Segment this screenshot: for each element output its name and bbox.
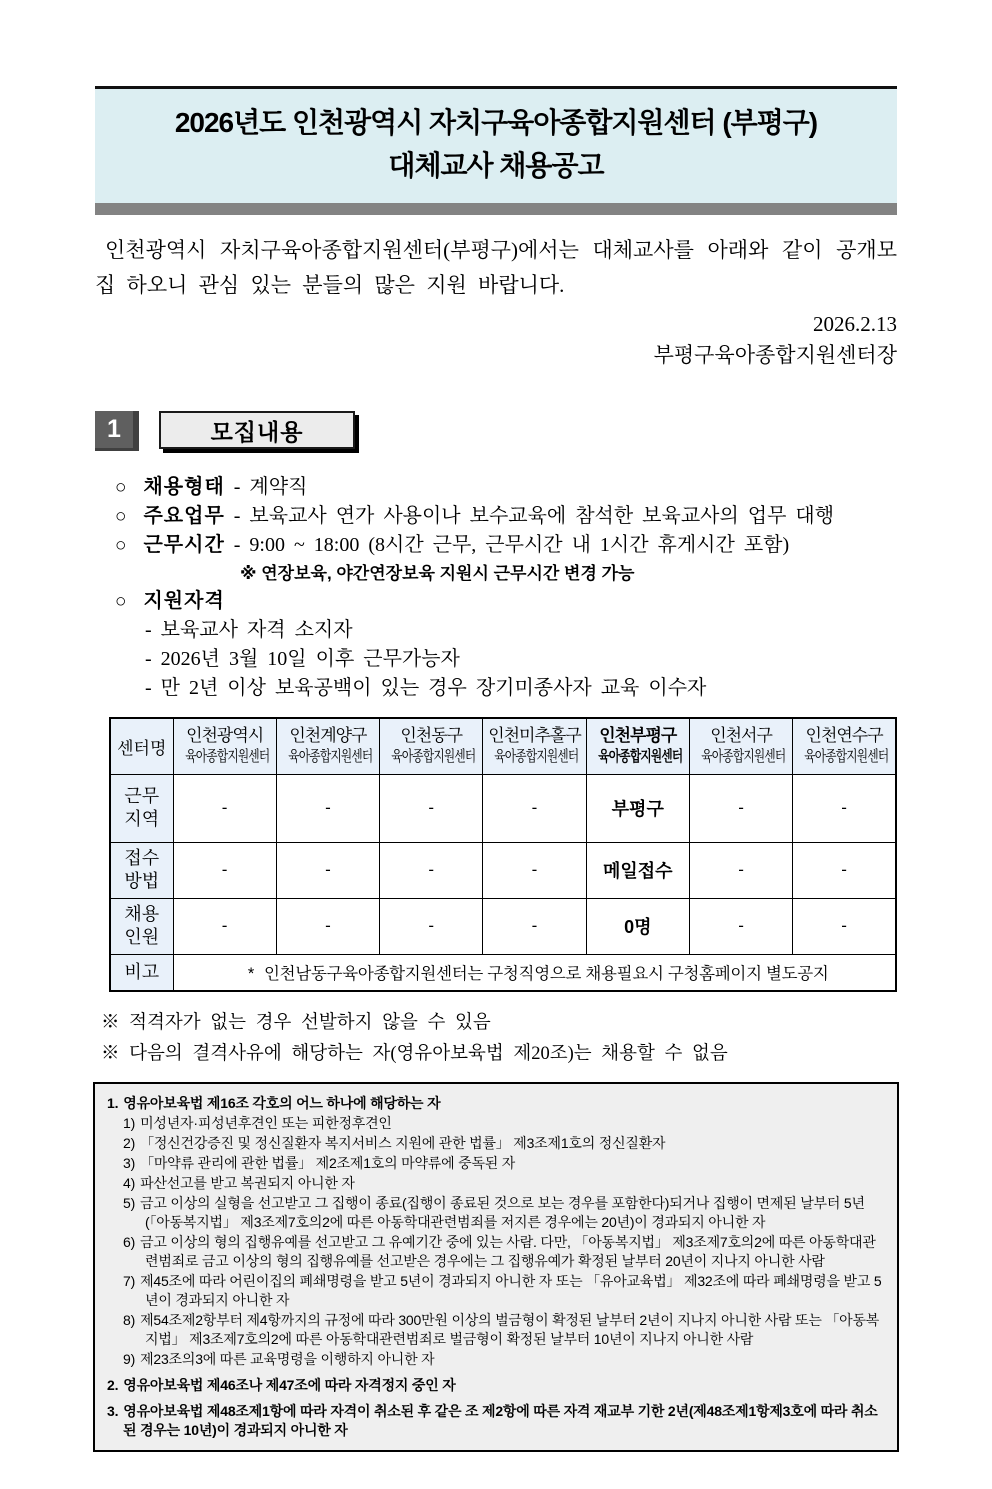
note-line-no-selection: ※ 적격자가 없는 경우 선발하지 않을 수 있음 [101, 1013, 491, 1033]
bullet-label: 채용형태 [143, 476, 225, 498]
work-hours-note: ※ 연장보육, 야간연장보육 지원시 근무시간 변경 가능 [240, 564, 635, 583]
row-header [110, 774, 173, 842]
notes-block [95, 1008, 897, 1070]
table-cell: - [380, 774, 483, 842]
circle-bullet-icon: ○ [115, 477, 127, 498]
circle-bullet-icon: ○ [115, 591, 127, 612]
table-cell: - [689, 774, 792, 842]
circle-bullet-icon: ○ [115, 506, 127, 527]
dq-item-sub [105, 1174, 885, 1193]
dq-item-text: 금고 이상의 형의 집행유예를 선고받고 그 유예기간 중에 있는 사람. 다만, 「아동복지법」 제3조제7호의2에 따른 아동학대관련범죄로 금고 이상의 형의 집행유예를 선고받은 경우에는 그 집행유예가 확정된 날부터 20년이 지나지 아니한 사람 [140, 1234, 876, 1269]
dq-item-text: 「정신건강증진 및 정신질환자 복지서비스 지원에 관한 법률」 제3조제1호의 정신질환자 [140, 1135, 666, 1151]
section-title-box: 모집내용 [159, 411, 355, 449]
dq-item-sub [105, 1233, 885, 1271]
table-cell: - [276, 774, 379, 842]
table-cell: - [689, 842, 792, 898]
bullet-label: 근무시간 [143, 534, 225, 556]
dq-item-main [105, 1094, 885, 1113]
circle-bullet-icon: ○ [115, 535, 127, 556]
center-name: 인천동구 [400, 726, 463, 746]
table-col-header [380, 718, 483, 774]
table-header-row [110, 718, 896, 774]
table-cell: - [173, 842, 276, 898]
center-suffix: 육아종합지원센터 [288, 748, 373, 766]
bullet-value: - 보육교사 연가 사용이나 보수교육에 참석한 보육교사의 업무 대행 [233, 505, 835, 527]
center-suffix: 육아종합지원센터 [494, 748, 579, 766]
centers-table [109, 717, 897, 992]
section-heading [95, 411, 897, 455]
dq-item-text: 영유아보육법 제16조 각호의 어느 하나에 해당하는 자 [123, 1095, 441, 1111]
table-col-header [173, 718, 276, 774]
table-corner-header: 센터명 [110, 718, 173, 774]
dq-item-sub [105, 1194, 885, 1232]
table-cell: - [173, 898, 276, 954]
dq-item-number: 3) [123, 1155, 136, 1171]
table-cell-bupyeong-apply: 메일접수 [586, 842, 689, 898]
section-number-badge: 1 [95, 411, 139, 451]
center-suffix: 육아종합지원센터 [804, 748, 889, 766]
qualification-sub-list [95, 616, 897, 703]
dq-item-text: 제45조에 따라 어린이집의 폐쇄명령을 받고 5년이 경과되지 아니한 자 또는 「유아교육법」 제32조에 따라 폐쇄명령을 받고 5년이 경과되지 아니한 자 [140, 1273, 882, 1308]
dq-item-text: 영유아보육법 제46조나 제47조에 따라 자격정지 중인 자 [123, 1377, 456, 1393]
table-row-work-area [110, 774, 896, 842]
intro-paragraph: 인천광역시 자치구육아종합지원센터(부평구)에서는 대체교사를 아래와 같이 공개모집 하오니 관심 있는 분들의 많은 지원 바랍니다. [95, 238, 897, 297]
row-header-line: 인원 [124, 927, 160, 947]
center-suffix: 육아종합지원센터 [701, 748, 786, 766]
disqualification-box [93, 1082, 899, 1452]
asterisk-marker: * [247, 965, 255, 984]
dq-item-number: 3. [107, 1403, 119, 1419]
qualification-sub-item: - 2026년 3월 10일 이후 근무가능자 [145, 648, 460, 670]
bullet-item-employment-type [95, 473, 897, 502]
center-name: 인천부평구 [599, 726, 677, 746]
row-header-line: 근무 [124, 786, 160, 806]
dq-item-sub [105, 1114, 885, 1133]
dq-item-number: 8) [123, 1312, 136, 1328]
center-suffix: 육아종합지원센터 [184, 748, 269, 766]
center-suffix: 육아종합지원센터 [391, 748, 476, 766]
table-row-apply-method [110, 842, 896, 898]
bullet-item-work-hours [95, 531, 897, 560]
table-cell: - [380, 842, 483, 898]
title-line-2: 대체교사 채용공고 [388, 150, 604, 181]
row-header [110, 842, 173, 898]
remark-text: 인천남동구육아종합지원센터는 구청직영으로 채용필요시 구청홈페이지 별도공지 [264, 965, 829, 984]
dq-item-number: 2) [123, 1135, 136, 1151]
table-cell: - [276, 898, 379, 954]
row-header-line: 방법 [124, 871, 160, 891]
table-col-header [689, 718, 792, 774]
recruitment-details [95, 473, 897, 703]
table-cell: - [793, 898, 896, 954]
dq-item-text: 미성년자·피성년후견인 또는 피한정후견인 [140, 1115, 392, 1131]
dq-item-number: 9) [123, 1351, 136, 1367]
table-cell: - [483, 898, 586, 954]
document-content [95, 86, 897, 1452]
document-page [0, 86, 992, 1489]
title-line-1: 2026년도 인천광역시 자치구육아종합지원센터 (부평구) [174, 107, 818, 138]
center-name: 인천서구 [710, 726, 772, 746]
doc-date: 2026.2.13 [813, 312, 897, 336]
dq-item-sub [105, 1134, 885, 1153]
table-col-header [276, 718, 379, 774]
title-banner-inner [95, 89, 897, 203]
table-cell: - [380, 898, 483, 954]
table-cell: - [793, 842, 896, 898]
dq-item-number: 2. [107, 1377, 119, 1393]
doc-signature: 부평구육아종합지원센터장 [653, 343, 897, 367]
center-name: 인천연수구 [805, 726, 883, 746]
dq-item-number: 1) [123, 1115, 136, 1131]
table-cell-bupyeong-area: 부평구 [586, 774, 689, 842]
dq-item-text: 금고 이상의 실형을 선고받고 그 집행이 종료(집행이 종료된 것으로 보는 경우를 포함한다)되거나 집행이 면제된 날부터 5년(「아동복지법」 제3조제7호의2에 따른 아동학대관련범죄를 저지른 경우에는 20년)이 경과되지 아니한 자 [140, 1195, 865, 1230]
center-name: 인천광역시 [186, 726, 264, 746]
dq-item-text: 제54조제2항부터 제4항까지의 규정에 따라 300만원 이상의 벌금형이 확정된 날부터 2년이 지나지 아니한 사람 또는 「아동복지법」 제3조제7호의2에 따른 아동학대관련범죄로 벌금형이 확정된 날부터 10년이 지나지 아니한 사람 [140, 1312, 880, 1347]
table-cell-bupyeong-count: 0명 [586, 898, 689, 954]
table-col-header [793, 718, 896, 774]
center-suffix: 육아종합지원센터 [597, 748, 683, 766]
dq-item-text: 「마약류 관리에 관한 법률」 제2조제1호의 마약류에 중독된 자 [140, 1155, 516, 1171]
dq-item-main [105, 1376, 885, 1395]
dq-item-text: 영유아보육법 제48조제1항에 따라 자격이 취소된 후 같은 조 제2항에 따른 자격 재교부 기한 2년(제48조제1항제3호에 따라 취소된 경우는 10년)이 경과되지 아니한 자 [123, 1403, 878, 1438]
table-col-header [483, 718, 586, 774]
title-banner [95, 86, 897, 215]
dq-item-text: 파산선고를 받고 복권되지 아니한 자 [140, 1175, 355, 1191]
table-cell: - [483, 774, 586, 842]
remark-row-header: 비고 [110, 954, 173, 991]
dq-item-sub [105, 1311, 885, 1349]
dq-item-number: 7) [123, 1273, 136, 1289]
dq-item-sub [105, 1272, 885, 1310]
row-header-line: 접수 [124, 848, 160, 868]
dq-item-number: 6) [123, 1234, 136, 1250]
dq-item-sub [105, 1350, 885, 1369]
table-cell: - [276, 842, 379, 898]
table-row-remark [110, 954, 896, 991]
note-line-disqualification: ※ 다음의 결격사유에 해당하는 자(영유아보육법 제20조)는 채용할 수 없음 [101, 1044, 728, 1064]
table-row-hire-count [110, 898, 896, 954]
remark-cell [173, 954, 896, 991]
bullet-label: 지원자격 [143, 590, 225, 612]
row-header-line: 지역 [124, 809, 160, 829]
row-header-line: 채용 [124, 904, 160, 924]
dq-item-number: 4) [123, 1175, 136, 1191]
bullet-item-qualifications [95, 587, 897, 616]
bullet-item-main-duty [95, 502, 897, 531]
center-name: 인천계양구 [289, 726, 367, 746]
table-cell: - [173, 774, 276, 842]
signature-block [95, 309, 897, 371]
row-header [110, 898, 173, 954]
dq-item-number: 1. [107, 1095, 119, 1111]
qualification-sub-item: - 만 2년 이상 보육공백이 있는 경우 장기미종사자 교육 이수자 [145, 677, 707, 699]
table-cell: - [483, 842, 586, 898]
table-col-header-bupyeong [586, 718, 689, 774]
bullet-value: - 계약직 [233, 476, 308, 498]
dq-item-sub [105, 1154, 885, 1173]
qualification-sub-item: - 보육교사 자격 소지자 [145, 619, 353, 641]
table-cell: - [689, 898, 792, 954]
dq-item-main [105, 1402, 885, 1440]
bullet-value: - 9:00 ~ 18:00 (8시간 근무, 근무시간 내 1시간 휴게시간 포함) [233, 534, 790, 556]
banner-gray-bar [95, 203, 897, 215]
bullet-label: 주요업무 [143, 505, 225, 527]
center-name: 인천미추홀구 [488, 726, 581, 746]
table-cell: - [793, 774, 896, 842]
dq-item-number: 5) [123, 1195, 136, 1211]
dq-item-text: 제23조의3에 따른 교육명령을 이행하지 아니한 자 [140, 1351, 435, 1367]
